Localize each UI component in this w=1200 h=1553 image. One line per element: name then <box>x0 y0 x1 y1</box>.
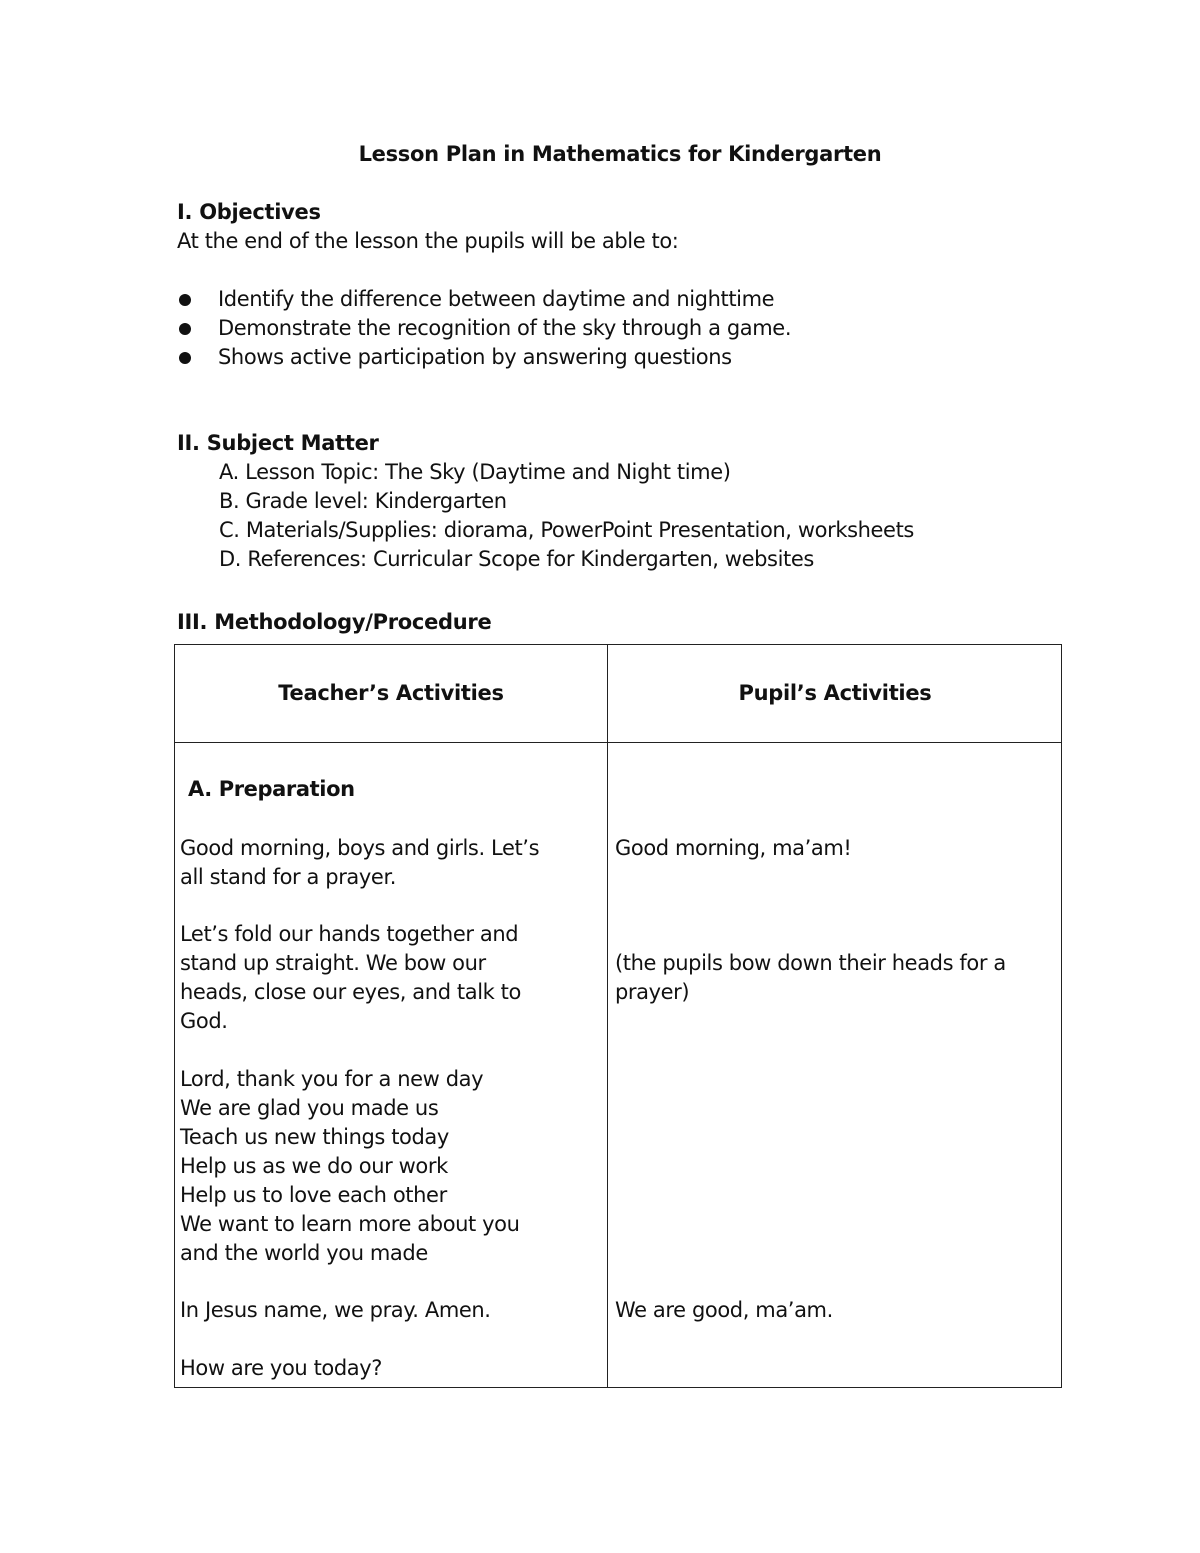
prayer-line: Lord, thank you for a new day <box>180 1067 484 1091</box>
teacher-amen: In Jesus name, we pray. Amen. <box>180 1298 491 1322</box>
teacher-instruction-line: stand up straight. We bow our <box>180 951 486 975</box>
prayer-line: We want to learn more about you <box>180 1212 520 1236</box>
subject-matter-item: C. Materials/Supplies: diorama, PowerPoint Presentation, worksheets <box>219 518 914 542</box>
subject-matter-item: A. Lesson Topic: The Sky (Daytime and Night time) <box>219 460 731 484</box>
prayer-line: and the world you made <box>180 1241 428 1265</box>
bullet-icon <box>179 352 191 364</box>
subject-matter-item: B. Grade level: Kindergarten <box>219 489 507 513</box>
teacher-greeting-line: Good morning, boys and girls. Let’s <box>180 836 540 860</box>
subject-matter-heading: II. Subject Matter <box>177 431 379 455</box>
objective-item: Demonstrate the recognition of the sky through a game. <box>218 316 792 340</box>
objective-item: Identify the difference between daytime and nighttime <box>218 287 775 311</box>
bullet-icon <box>179 294 191 306</box>
header-divider <box>175 742 1061 743</box>
methodology-heading: III. Methodology/Procedure <box>177 610 492 634</box>
teacher-instruction-line: heads, close our eyes, and talk to <box>180 980 521 1004</box>
teacher-greeting-line: all stand for a prayer. <box>180 865 397 889</box>
prayer-line: Teach us new things today <box>180 1125 449 1149</box>
teacher-question: How are you today? <box>180 1356 383 1380</box>
objective-item: Shows active participation by answering questions <box>218 345 732 369</box>
prayer-line: Help us to love each other <box>180 1183 447 1207</box>
teacher-instruction-line: God. <box>180 1009 228 1033</box>
pupil-greeting: Good morning, ma’am! <box>615 836 852 860</box>
procedure-table <box>174 644 1062 1388</box>
column-divider <box>607 644 608 1388</box>
prayer-line: We are glad you made us <box>180 1096 439 1120</box>
prayer-line: Help us as we do our work <box>180 1154 448 1178</box>
teacher-instruction-line: Let’s fold our hands together and <box>180 922 519 946</box>
objectives-heading: I. Objectives <box>177 200 321 224</box>
pupil-prayer-action-line: prayer) <box>615 980 690 1004</box>
page-title: Lesson Plan in Mathematics for Kindergarten <box>358 142 882 166</box>
pupil-response: We are good, ma’am. <box>615 1298 833 1322</box>
section-heading-preparation: A. Preparation <box>188 777 355 801</box>
teacher-column-header: Teacher’s Activities <box>278 681 504 705</box>
bullet-icon <box>179 323 191 335</box>
objectives-intro: At the end of the lesson the pupils will be able to: <box>177 229 679 253</box>
pupil-column-header: Pupil’s Activities <box>738 681 932 705</box>
pupil-prayer-action-line: (the pupils bow down their heads for a <box>615 951 1006 975</box>
subject-matter-item: D. References: Curricular Scope for Kindergarten, websites <box>219 547 814 571</box>
